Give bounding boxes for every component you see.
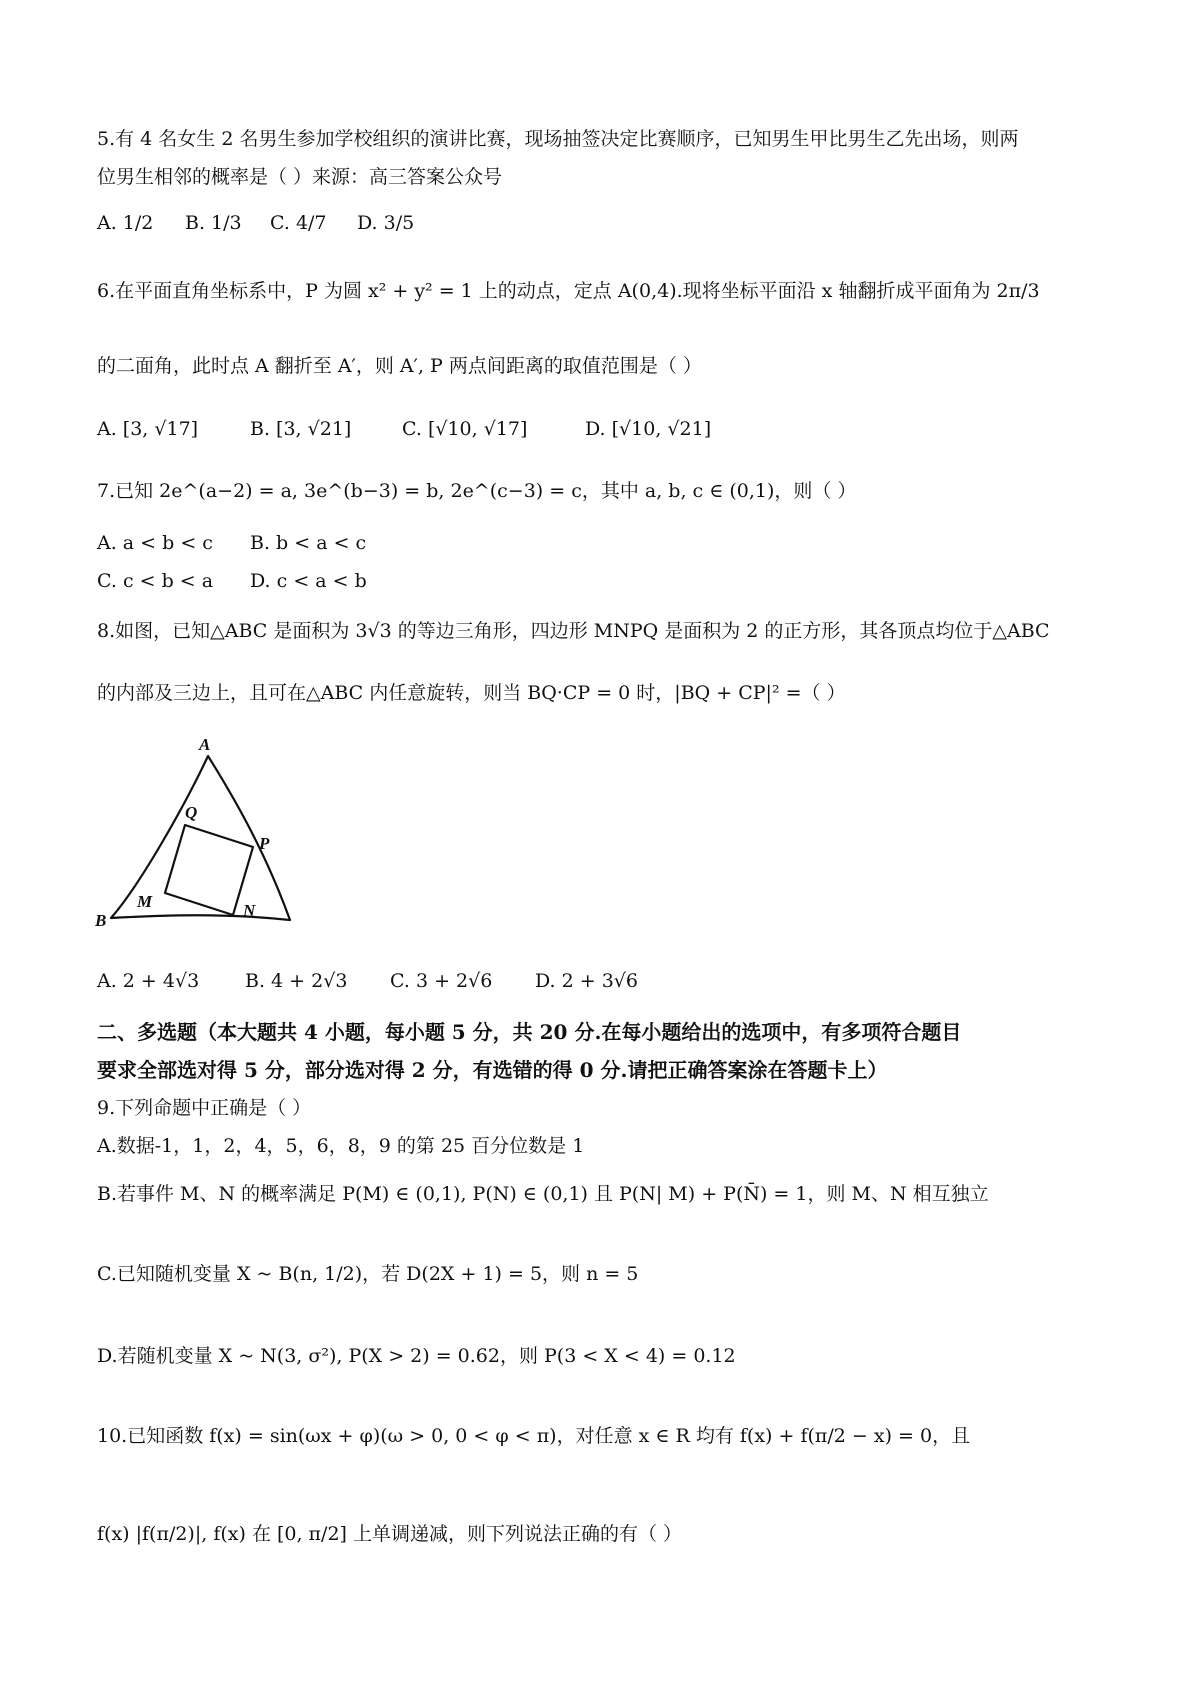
q6-line2: 的二面角，此时点 A 翻折至 A′，则 A′, P 两点间距离的取值范围是（ ） (97, 355, 702, 377)
q5-line2: 位男生相邻的概率是（ ）来源：高三答案公众号 (97, 166, 503, 188)
q8-line1: 8.如图，已知△ABC 是面积为 3√3 的等边三角形，四边形 MNPQ 是面积为 2 的正方形，其各顶点均位于△ABC (97, 620, 1050, 642)
q8-option-d: D. 2 + 3√6 (535, 970, 639, 992)
q5-option-b: B. 1/3 (185, 212, 242, 234)
q9-option-d: D.若随机变量 X ~ N(3, σ²), P(X > 2) = 0.62，则 P(3 < X < 4) = 0.12 (97, 1345, 736, 1367)
q10-line1: 10.已知函数 f(x) = sin(ωx + φ)(ω > 0, 0 < φ < π)，对任意 x ∈ R 均有 f(x) + f(π/2 − x) = 0，且 (97, 1425, 971, 1447)
q9-option-a: A.数据-1，1，2，4，5，6，8，9 的第 25 百分位数是 1 (97, 1135, 585, 1157)
q6-option-b: B. [3, √21] (250, 418, 352, 440)
label-b: B (95, 911, 107, 930)
q5-line1: 5.有 4 名女生 2 名男生参加学校组织的演讲比赛，现场抽签决定比赛顺序，已知男生甲比男生乙先出场，则两 (97, 128, 1019, 150)
q8-option-a: A. 2 + 4√3 (97, 970, 200, 992)
q7-line1: 7.已知 2e^(a−2) = a, 3e^(b−3) = b, 2e^(c−3) = c，其中 a, b, c ∈ (0,1)，则（ ） (97, 480, 857, 502)
q6-option-a: A. [3, √17] (97, 418, 199, 440)
label-a: A (199, 735, 211, 754)
square-mnpq (165, 825, 253, 915)
q8-option-b: B. 4 + 2√3 (245, 970, 348, 992)
label-p: P (259, 834, 270, 853)
q8-figure (95, 735, 315, 945)
q7-option-c: C. c < b < a (97, 570, 214, 592)
label-m: M (137, 892, 153, 911)
q5-option-d: D. 3/5 (357, 212, 415, 234)
q5-option-a: A. 1/2 (97, 212, 154, 234)
label-n: N (243, 901, 256, 920)
q6-option-d: D. [√10, √21] (585, 418, 712, 440)
q7-option-d: D. c < a < b (250, 570, 367, 592)
q7-option-a: A. a < b < c (97, 532, 213, 554)
q9-option-c: C.已知随机变量 X ~ B(n, 1/2)，若 D(2X + 1) = 5，则 n = 5 (97, 1263, 639, 1285)
q10-line2: f(x) |f(π/2)|, f(x) 在 [0, π/2] 上单调递减，则下列说法正确的有（ ） (97, 1523, 683, 1545)
q9-stem: 9.下列命题中正确是（ ） (97, 1097, 312, 1119)
q8-option-c: C. 3 + 2√6 (390, 970, 493, 992)
label-q: Q (185, 803, 198, 822)
q6-option-c: C. [√10, √17] (402, 418, 528, 440)
q5-option-c: C. 4/7 (270, 212, 327, 234)
section2-line2: 要求全部选对得 5 分，部分选对得 2 分，有选错的得 0 分.请把正确答案涂在答题卡上） (97, 1058, 888, 1082)
q6-line1: 6.在平面直角坐标系中，P 为圆 x² + y² = 1 上的动点，定点 A(0,4).现将坐标平面沿 x 轴翻折成平面角为 2π/3 (97, 280, 1040, 302)
q7-option-b: B. b < a < c (250, 532, 367, 554)
q9-option-b: B.若事件 M、N 的概率满足 P(M) ∈ (0,1), P(N) ∈ (0,1) 且 P(N| M) + P(N̄) = 1，则 M、N 相互独立 (97, 1183, 989, 1205)
section2-line1: 二、多选题（本大题共 4 小题，每小题 5 分，共 20 分.在每小题给出的选项中，有多项符合题目 (97, 1020, 962, 1044)
q8-line2: 的内部及三边上，且可在△ABC 内任意旋转，则当 BQ·CP = 0 时，|BQ + CP|² =（ ） (97, 682, 846, 704)
